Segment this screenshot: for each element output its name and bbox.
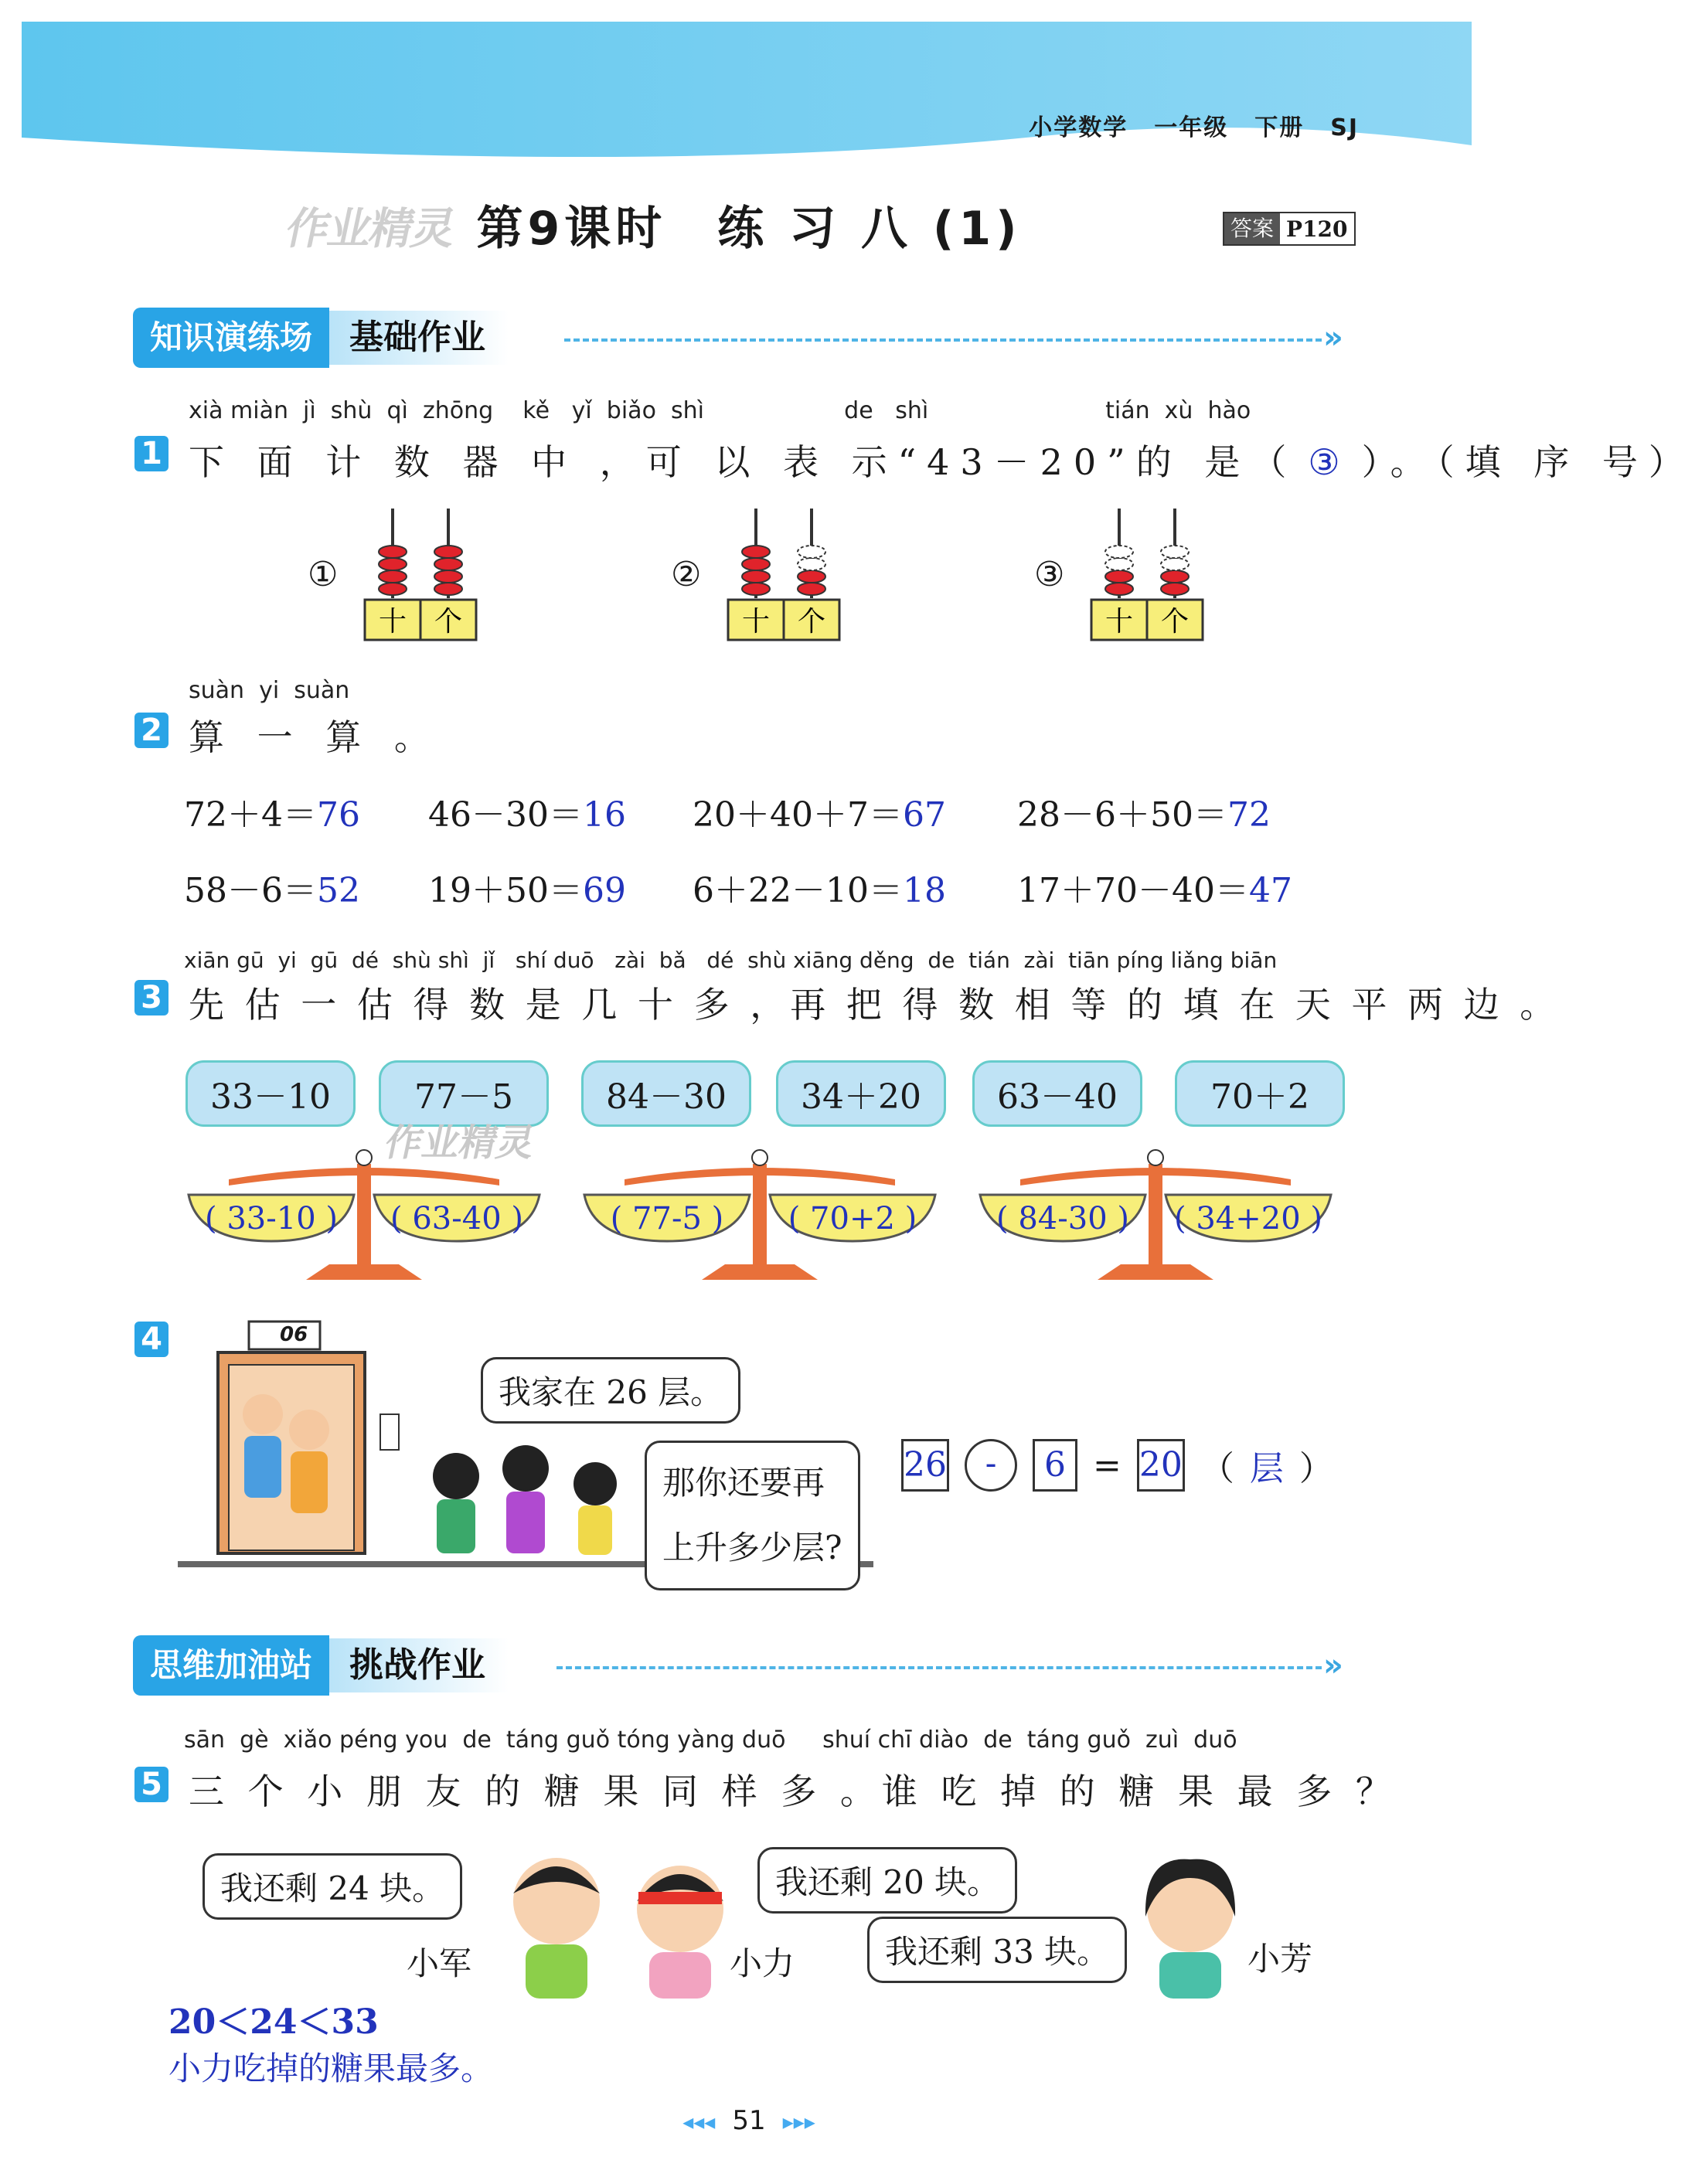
q1-question [189, 434, 1695, 485]
counter-bead [1105, 583, 1133, 595]
expression-tube: 33－10 [185, 1060, 356, 1127]
kid-name: 小军 [407, 1944, 472, 1982]
counter-bead [1161, 570, 1189, 583]
bubble-line: 那你还要再 [662, 1464, 825, 1502]
scale-pan-answer: ( 34+20 ) [1174, 1201, 1322, 1237]
scale-knob [1148, 1150, 1163, 1165]
section-banner-challenge [133, 1635, 509, 1696]
meta-volume: 下册 [1254, 114, 1305, 141]
calc-answer: 72 [1227, 795, 1271, 835]
counter-bead [1161, 583, 1189, 595]
book-meta [1002, 108, 1359, 142]
calc-expr: 28－6＋50＝ [1017, 795, 1227, 835]
section-divider [556, 1666, 1322, 1669]
balance-scale [578, 1148, 941, 1288]
q2-number: 2 [134, 713, 168, 748]
calc-item [184, 862, 360, 912]
counter-bead [1105, 570, 1133, 583]
double-chevron-icon: » [1323, 1648, 1343, 1683]
bubble-line: 上升多少层? [662, 1529, 842, 1567]
answer-tag-page: P120 [1286, 216, 1348, 242]
section-label: 基础作业 [329, 311, 509, 365]
scale-pillar [753, 1164, 767, 1280]
counter-bead [379, 546, 407, 558]
place-value-label: 个 [434, 606, 463, 638]
counter-bead [742, 558, 770, 570]
place-value-label: 十 [741, 606, 771, 638]
unit-paren-close: ） [1298, 1449, 1333, 1488]
scale-knob [752, 1150, 768, 1165]
counter-bead [434, 583, 462, 595]
scale-pan-answer: ( 33-10 ) [205, 1201, 338, 1237]
page-number: 51 [732, 2105, 766, 2136]
counter-bead-removed [1105, 546, 1133, 558]
balance-scale [974, 1148, 1337, 1288]
counter-bead [434, 558, 462, 570]
q5-answer-comparison: 20＜24＜33 [168, 2002, 379, 2042]
calc-expr: 20＋40＋7＝ [693, 795, 903, 835]
operator-circle[interactable]: - [965, 1439, 1017, 1492]
watermark: 作业精灵 [381, 1121, 539, 1165]
q1-number: 1 [134, 436, 168, 471]
scale-pillar [1149, 1164, 1162, 1280]
section-tag: 知识演练场 [133, 308, 329, 368]
section-label: 挑战作业 [329, 1638, 509, 1692]
q4-number: 4 [134, 1322, 168, 1357]
counter-illustration [362, 505, 485, 645]
calc-item [693, 862, 946, 912]
calc-answer: 52 [316, 871, 360, 910]
q5-pinyin: sān gè xiǎo péng you de táng guǒ tóng yàng duō shuí chī diào de táng guǒ zuì duō [184, 1726, 1237, 1754]
scale-pan-answer: ( 63-40 ) [390, 1201, 523, 1237]
calc-expr: 17＋70－40＝ [1017, 871, 1249, 910]
watermark: 作业精灵 [281, 204, 459, 254]
counter-bead [379, 570, 407, 583]
counter-option-label: ① [308, 555, 339, 594]
calc-expr: 58－6＝ [184, 871, 317, 910]
q4-equation [901, 1439, 1333, 1492]
calc-item [428, 787, 626, 836]
counter-illustration [725, 505, 849, 645]
scale-pan-answer: ( 84-30 ) [996, 1201, 1129, 1237]
calc-answer: 76 [316, 795, 360, 835]
counter-bead [379, 583, 407, 595]
counter-bead [742, 546, 770, 558]
counter-bead-removed [798, 546, 825, 558]
calc-expr: 72＋4＝ [184, 795, 317, 835]
meta-edition: SJ [1330, 114, 1359, 141]
kid-name: 小力 [730, 1944, 795, 1982]
q3-number: 3 [134, 980, 168, 1015]
answer-box[interactable]: 20 [1137, 1439, 1185, 1492]
calc-expr: 6＋22－10＝ [693, 871, 903, 910]
q5-number: 5 [134, 1767, 168, 1802]
q3-text: 先 估 一 估 得 数 是 几 十 多 ，再 把 得 数 相 等 的 填 在 天 平 两 边 。 [189, 984, 1561, 1026]
counter-bead [434, 570, 462, 583]
answer-page-tag[interactable] [1223, 212, 1356, 246]
q2-text: 算 一 算 。 [189, 716, 441, 758]
answer-box[interactable]: 26 [901, 1439, 949, 1492]
q3-pinyin: xiān gū yi gū dé shù shì jǐ shí duō zài bǎ dé shù xiāng děng de tián zài tiān píng liǎng biān [184, 947, 1278, 973]
counter-bead-removed [1161, 546, 1189, 558]
answer-tag-label: 答案 [1224, 213, 1280, 244]
calc-item [1017, 862, 1292, 912]
unit-answer: 层 [1249, 1449, 1284, 1488]
lesson-title: 第9课时 练 习 八 (1) [476, 202, 1022, 256]
speech-bubble [645, 1441, 860, 1590]
calc-item [1017, 787, 1271, 836]
counter-option-label: ② [671, 555, 702, 594]
expression-tube: 63－40 [972, 1060, 1142, 1127]
counter-bead [798, 570, 825, 583]
kid-name: 小芳 [1247, 1940, 1313, 1978]
expression-tube: 34＋20 [776, 1060, 946, 1127]
scale-pillar [357, 1164, 371, 1280]
floor-indicator: 06 [280, 1323, 308, 1346]
next-page-arrows-icon[interactable]: ▸▸▸ [782, 2109, 815, 2135]
place-value-label: 十 [378, 606, 407, 638]
q1-pinyin: xià miàn jì shù qì zhōng kě yǐ biǎo shì de shì tián xù hào [189, 397, 1251, 424]
expression-tube: 77－5 [379, 1060, 549, 1127]
equals-sign: = [1093, 1445, 1121, 1485]
scale-base [306, 1264, 422, 1280]
q1-answer: ③ [1308, 441, 1351, 483]
section-banner-basic [133, 308, 509, 368]
calc-answer: 67 [902, 795, 946, 835]
place-value-label: 十 [1104, 606, 1134, 638]
calc-expr: 46－30＝ [428, 795, 583, 835]
place-value-label: 个 [1160, 606, 1190, 638]
speech-bubble: 我还剩 33 块。 [867, 1917, 1127, 1983]
counter-bead-removed [798, 558, 825, 570]
counter-bead [798, 583, 825, 595]
calc-item [428, 862, 626, 912]
double-chevron-icon: » [1323, 320, 1343, 355]
calc-item [693, 787, 946, 836]
calc-answer: 69 [582, 871, 626, 910]
scale-knob [356, 1150, 372, 1165]
expression-tube: 70＋2 [1175, 1060, 1345, 1127]
counter-bead-removed [1105, 558, 1133, 570]
counter-bead [379, 558, 407, 570]
counter-illustration [1088, 505, 1212, 645]
page-footer [0, 2105, 1498, 2136]
answer-box[interactable]: 6 [1033, 1439, 1077, 1492]
balance-scale [182, 1148, 546, 1288]
scale-pan-answer: ( 70+2 ) [788, 1201, 917, 1237]
counter-bead [742, 570, 770, 583]
q5-text: 三 个 小 朋 友 的 糖 果 同 样 多 。谁 吃 掉 的 糖 果 最 多 ？ [189, 1771, 1397, 1812]
q5-answer-conclusion: 小力吃掉的糖果最多。 [168, 2050, 494, 2087]
meta-grade: 一年级 [1154, 114, 1229, 141]
calc-expr: 19＋50＝ [428, 871, 583, 910]
prev-page-arrows-icon[interactable]: ◂◂◂ [682, 2109, 716, 2135]
section-divider [564, 338, 1322, 342]
place-value-label: 个 [797, 606, 826, 638]
q1-text: 下 面 计 数 器 中 ，可 以 表 示“43－20”的 是（ [189, 441, 1298, 483]
speech-bubble: 我还剩 20 块。 [757, 1847, 1017, 1914]
counter-option-label: ③ [1034, 555, 1065, 594]
calc-item [184, 787, 360, 836]
scale-base [1098, 1264, 1213, 1280]
scale-pan-answer: ( 77-5 ) [610, 1201, 724, 1237]
counter-bead [742, 583, 770, 595]
scale-base [702, 1264, 818, 1280]
calc-answer: 47 [1248, 871, 1292, 910]
meta-subject: 小学数学 [1029, 114, 1128, 141]
counter-bead-removed [1161, 558, 1189, 570]
section-tag: 思维加油站 [133, 1635, 329, 1696]
counter-bead [434, 546, 462, 558]
expression-tube: 84－30 [581, 1060, 751, 1127]
speech-bubble: 我家在 26 层。 [481, 1357, 740, 1424]
calc-answer: 16 [582, 795, 626, 835]
unit-paren-open: （ [1200, 1449, 1234, 1488]
q2-pinyin: suàn yi suàn [189, 677, 350, 704]
q1-text-end: ）。（填 序 号） [1361, 441, 1695, 483]
children-illustration [495, 1847, 1283, 2002]
speech-bubble: 我还剩 24 块。 [203, 1853, 462, 1920]
calc-answer: 18 [902, 871, 946, 910]
